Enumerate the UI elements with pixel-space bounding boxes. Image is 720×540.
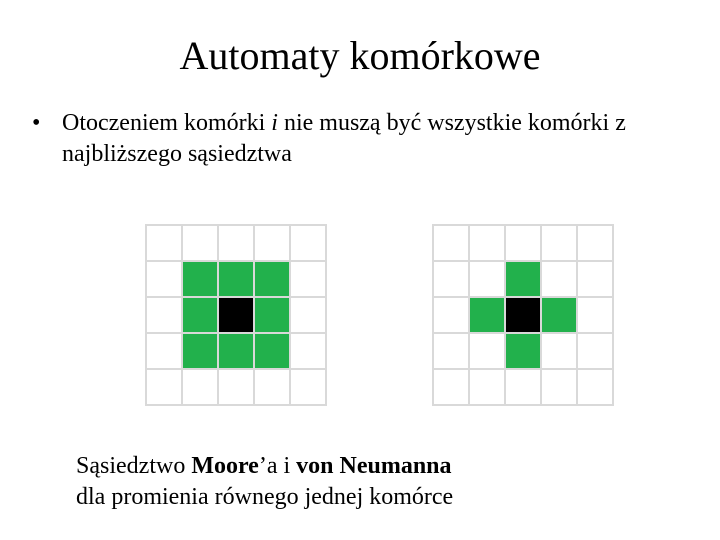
center-cell [506, 298, 540, 332]
empty-cell [470, 262, 504, 296]
empty-cell [470, 334, 504, 368]
empty-cell [291, 262, 325, 296]
slide-title: Automaty komórkowe [179, 33, 541, 78]
empty-cell [434, 262, 468, 296]
neighbor-cell [183, 298, 217, 332]
empty-cell [147, 298, 181, 332]
empty-cell [542, 226, 576, 260]
bullet-text-start: Otoczeniem komórki [62, 110, 272, 136]
empty-cell [470, 370, 504, 404]
empty-cell [147, 226, 181, 260]
empty-cell [434, 298, 468, 332]
neighbor-cell [506, 334, 540, 368]
caption-von-neumann-bold: von Neumanna [296, 453, 452, 479]
empty-cell [578, 262, 612, 296]
caption [76, 451, 636, 513]
empty-cell [147, 262, 181, 296]
neighbor-cell [542, 298, 576, 332]
neighbor-cell [255, 262, 289, 296]
bullet-text-end: nie muszą być wszystkie komórki z najbliższego sąsiedztwa [62, 110, 626, 167]
empty-cell [147, 370, 181, 404]
bullet-icon: • [32, 110, 41, 136]
empty-cell [542, 334, 576, 368]
caption-moore-bold: Moore [191, 453, 259, 479]
neighbor-cell [506, 262, 540, 296]
empty-cell [506, 226, 540, 260]
neighbor-cell [219, 334, 253, 368]
caption-text-2: ’a i [258, 453, 297, 479]
empty-cell [147, 334, 181, 368]
neighbor-cell [219, 262, 253, 296]
empty-cell [291, 334, 325, 368]
empty-cell [578, 334, 612, 368]
empty-cell [183, 226, 217, 260]
empty-cell [255, 370, 289, 404]
empty-cell [434, 226, 468, 260]
empty-cell [219, 370, 253, 404]
empty-cell [183, 370, 217, 404]
bullet-text [62, 108, 682, 170]
empty-cell [291, 370, 325, 404]
empty-cell [255, 226, 289, 260]
bullet-italic-variable: i [271, 110, 278, 136]
neighbor-cell [183, 262, 217, 296]
empty-cell [578, 298, 612, 332]
neighbor-cell [255, 298, 289, 332]
neighbor-cell [183, 334, 217, 368]
empty-cell [219, 226, 253, 260]
empty-cell [542, 262, 576, 296]
empty-cell [291, 226, 325, 260]
von-neumann-neighborhood-grid [432, 224, 614, 406]
center-cell [219, 298, 253, 332]
empty-cell [434, 370, 468, 404]
empty-cell [291, 298, 325, 332]
moore-neighborhood-grid [145, 224, 327, 406]
caption-line-1 [76, 451, 636, 482]
empty-cell [578, 226, 612, 260]
caption-text-1: Sąsiedztwo [76, 453, 192, 479]
empty-cell [506, 370, 540, 404]
empty-cell [542, 370, 576, 404]
neighbor-cell [470, 298, 504, 332]
neighbor-cell [255, 334, 289, 368]
empty-cell [470, 226, 504, 260]
caption-line-2: dla promienia równego jednej komórce [76, 484, 454, 510]
empty-cell [578, 370, 612, 404]
empty-cell [434, 334, 468, 368]
